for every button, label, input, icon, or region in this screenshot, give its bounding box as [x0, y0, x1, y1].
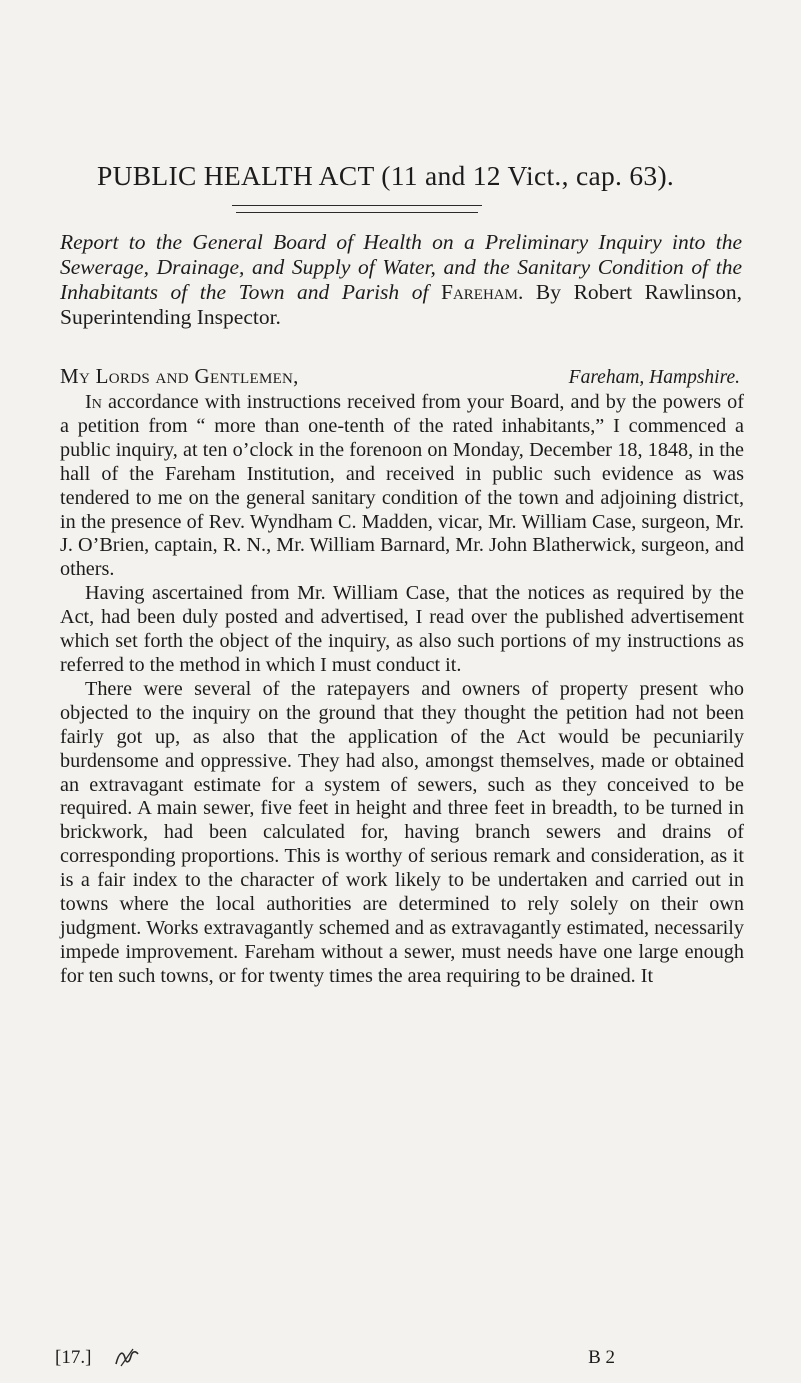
signature-mark: B 2 — [588, 1347, 615, 1368]
letter-place-date: Fareham, Hampshire. — [568, 367, 740, 388]
running-title: PUBLIC HEALTH ACT (11 and 12 Vict., cap. 63). — [97, 160, 675, 191]
salutation-row — [60, 364, 740, 389]
title-rule-bottom — [236, 212, 478, 213]
page-footer — [55, 1347, 735, 1375]
report-place-name: Fareham. — [441, 280, 524, 304]
paragraph-1-lead: In — [85, 391, 102, 413]
paragraph-2-text: Having ascertained from Mr. William Case, that the notices as required by the Act, had been duly posted and advertised, I read over the published advertisement which set forth the object of the inquiry, as also such portions of my instructions as referred to the method in which I must conduct it. — [60, 582, 744, 676]
paragraph-3 — [60, 678, 744, 989]
title-rule-top — [232, 205, 482, 206]
handwritten-mark-icon — [113, 1344, 143, 1370]
paragraph-1-text: accordance with instructions received from your Board, and by the powers of a petition from “ more than one-tenth of the rated inhabitants,” I commenced a public inquiry, at ten o’clock in the forenoon on Monday, December 18, 1848, in the hall of the Fareham Institution, and received in public such evidence as was tendered to me on the general sanitary condition of the town and adjoining district, in the presence of Rev. Wyndham C. Madden, vicar, Mr. William Case, surgeon, Mr. J. O’Brien, captain, R. N., Mr. William Barnard, Mr. John Blatherwick, surgeon, and others. — [60, 391, 744, 581]
report-byline: By Robert Rawlinson, Superintending Inspector. — [60, 280, 742, 329]
catalogue-mark: [17.] — [55, 1347, 92, 1368]
letter-body — [60, 391, 744, 989]
report-title-text: Report to the General Board of Health on a Preliminary Inquiry into the Sewerage, Drainage, and Supply of Water, and the Sanitary Condition of the Inhabitants of the Town and Parish of — [60, 230, 742, 304]
paragraph-3-text: There were several of the ratepayers and owners of property present who objected to the inquiry on the ground that they thought the petition had not been fairly got up, as also that the application of the Act would be pecuniarily burdensome and oppressive. They had also, amongst themselves, made or obtained an extravagant estimate for a system of sewers, such as they conceived to be required. A main sewer, five feet in height and three feet in breadth, to be turned in brickwork, had been calculated for, having branch sewers and drains of corresponding proportions. This is worthy of serious remark and consideration, as it is a fair index to the character of work likely to be undertaken and carried out in towns where the local authorities are determined to rely solely on their own judgment. Works extravagantly schemed and as extravagantly estimated, necessarily impede improvement. Fareham without a sewer, must needs have one large enough for ten such towns, or for twenty times the area requiring to be drained. It — [60, 677, 744, 987]
salutation: My Lords and Gentlemen, — [60, 364, 299, 388]
paragraph-1 — [60, 391, 744, 582]
report-title — [60, 230, 742, 330]
paragraph-2 — [60, 582, 744, 678]
